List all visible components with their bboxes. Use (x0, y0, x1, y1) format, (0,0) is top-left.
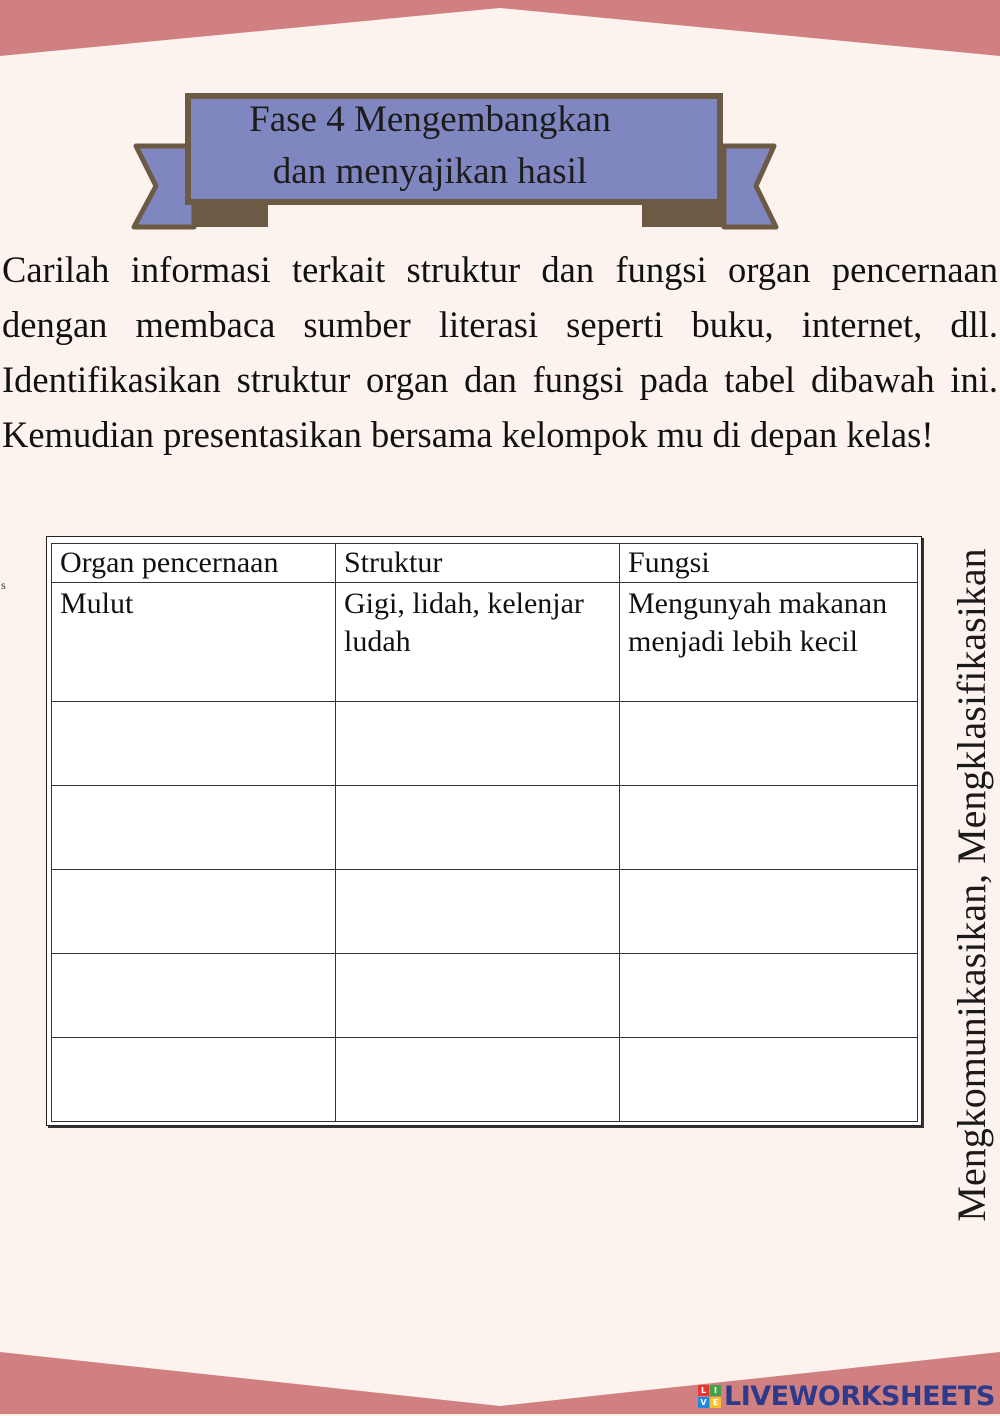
cell-function[interactable] (620, 870, 918, 954)
cell-function[interactable] (620, 1038, 918, 1122)
banner-title-line-2: dan menyajikan hasil (272, 151, 588, 192)
cell-organ[interactable] (52, 954, 336, 1038)
table-frame (46, 536, 922, 1126)
cell-structure[interactable] (336, 786, 620, 870)
logo-letter: E (710, 1397, 721, 1408)
header-organ: Organ pencernaan (52, 544, 336, 583)
cell-function[interactable]: Mengunyah makanan menjadi lebih kecil (620, 583, 918, 702)
side-vertical-text: Mengkomunikasikan, Mengklasifikasikan (949, 548, 994, 1222)
header-structure: Struktur (336, 544, 620, 583)
cell-organ[interactable] (52, 1038, 336, 1122)
liveworksheets-logo-icon (698, 1385, 721, 1408)
cell-organ[interactable] (52, 786, 336, 870)
table-row (52, 1038, 918, 1122)
table-row (52, 870, 918, 954)
table-header-row (52, 544, 918, 583)
top-decor-band (0, 0, 1000, 60)
banner-title (195, 94, 665, 198)
cell-structure[interactable]: Gigi, lidah, kelenjar ludah (336, 583, 620, 702)
brand-name: LIVEWORKSHEETS (724, 1380, 995, 1412)
cell-organ[interactable] (52, 702, 336, 786)
cell-organ[interactable]: Mulut (52, 583, 336, 702)
header-function: Fungsi (620, 544, 918, 583)
liveworksheets-brand (698, 1376, 995, 1416)
instruction-paragraph: Carilah informasi terkait struktur dan fungsi organ pencernaan dengan membaca sumber literasi seperti buku, internet, dll. Identifikasikan struktur organ dan fungsi pada tabel dibawah ini. Kemudian presentasikan bersama kelompok mu di depan kelas! (2, 249, 998, 455)
cell-function[interactable] (620, 786, 918, 870)
cell-function[interactable] (620, 702, 918, 786)
table-row (52, 702, 918, 786)
cell-structure[interactable] (336, 702, 620, 786)
cell-function[interactable] (620, 954, 918, 1038)
logo-letter: L (698, 1385, 709, 1396)
table-row (52, 786, 918, 870)
logo-letter: I (710, 1385, 721, 1396)
logo-letter: V (698, 1397, 709, 1408)
stray-mark: s (1, 578, 6, 592)
cell-structure[interactable] (336, 954, 620, 1038)
banner-title-line-1: Fase 4 Mengembangkan (249, 99, 611, 140)
cell-structure[interactable] (336, 870, 620, 954)
table-row (52, 954, 918, 1038)
cell-organ[interactable] (52, 870, 336, 954)
digestive-organs-table (51, 543, 918, 1122)
table-row (52, 583, 918, 702)
cell-structure[interactable] (336, 1038, 620, 1122)
